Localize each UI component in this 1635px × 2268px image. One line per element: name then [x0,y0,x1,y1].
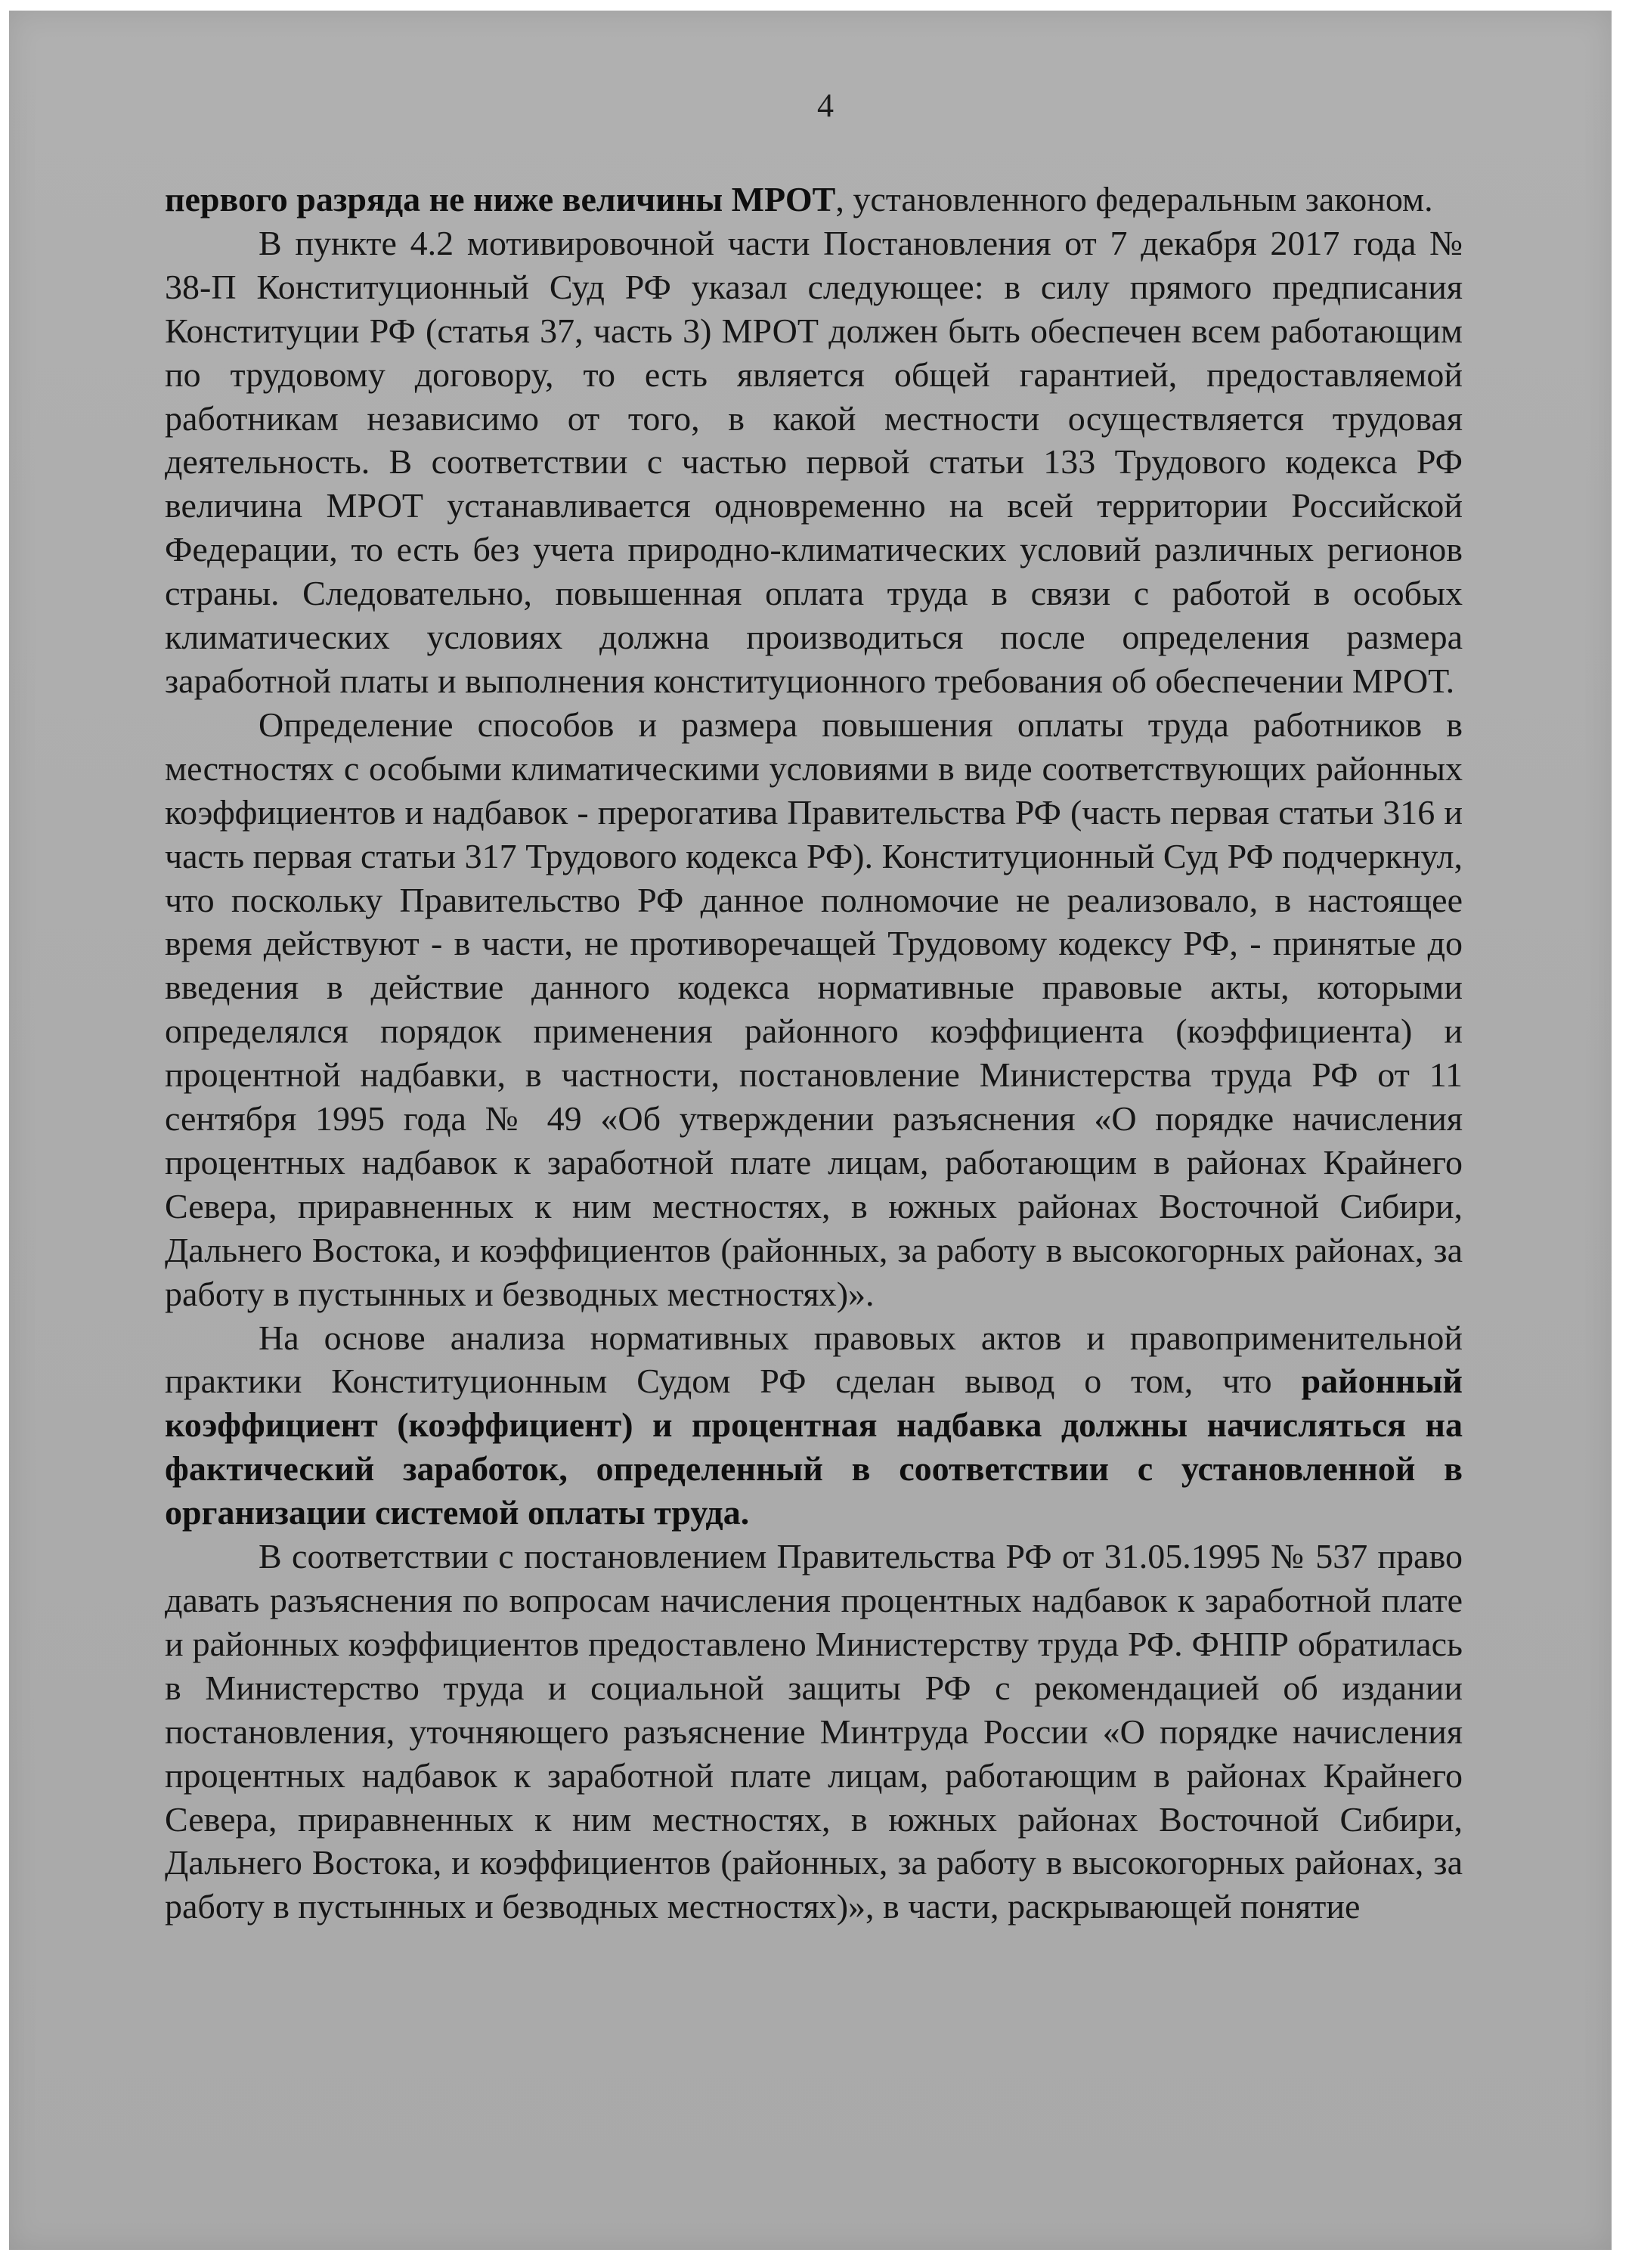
page-number: 4 [817,87,834,124]
paragraph-continuation [165,178,1463,222]
bold-phrase-mrot: первого разряда не ниже величины МРОТ [165,180,836,218]
document-body [165,178,1463,1929]
paragraph-government-decree-537: В соответствии с постановлением Правительства РФ от 31.05.1995 № 537 право давать разъяснения по вопросам начисления процентных надбавок к заработной плате и районных коэффициентов предоставлено Министерству труда РФ. ФНПР обратилась в Министерство труда и социальной защиты РФ с рекомендацией об издании постановления, уточняющего разъяснение Минтруда России «О порядке начисления процентных надбавок к заработной плате лицам, работающим в районах Крайнего Севера, приравненных к ним местностях, в южных районах Восточной Сибири, Дальнего Востока, и коэффициентов (районных, за работу в высокогорных районах, за работу в пустынных и безводных местностях)», в части, раскрывающей понятие [165,1537,1463,1926]
paragraph-text: На основе анализа нормативных правовых актов и правоприменительной практики Конституционным Судом РФ сделан вывод о том, что [165,1318,1463,1401]
paragraph-text: , установленного федеральным законом. [835,180,1433,218]
paragraph-court-conclusion [165,1316,1463,1535]
paragraph-regional-coefficients: Определение способов и размера повышения оплаты труда работников в местностях с особыми климатическими условиями в виде соответствующих районных коэффициентов и надбавок - прерогатива Правительства РФ (часть первая статьи 316 и часть первая статьи 317 Трудового кодекса РФ). Конституционный Суд РФ подчеркнул, что поскольку Правительство РФ данное полномочие не реализовало, в настоящее время действуют - в части, не противоречащей Трудовому кодексу РФ, - принятые до введения в действие данного кодекса нормативные правовые акты, которыми определялся порядок применения районного коэффициента (коэффициента) и процентной надбавки, в частности, постановление Министерства труда РФ от 11 сентября 1995 года № 49 «Об утверждении разъяснения «О порядке начисления процентных надбавок к заработной плате лицам, работающим в районах Крайнего Севера, приравненных к ним местностях, в южных районах Восточной Сибири, Дальнего Востока, и коэффициентов (районных, за работу в высокогорных районах, за работу в пустынных и безводных местностях)». [165,705,1463,1313]
paper-sheet [9,11,1612,2250]
bold-conclusion: районный коэффициент (коэффициент) и процентная надбавка должны начисляться на фактический заработок, определенный в соответствии с установленной в организации системой оплаты труда. [165,1362,1463,1532]
paragraph-constitutional-court-4-2: В пункте 4.2 мотивировочной части Постановления от 7 декабря 2017 года № 38-П Конституционный Суд РФ указал следующее: в силу прямого предписания Конституции РФ (статья 37, часть 3) МРОТ должен быть обеспечен всем работающим по трудовому договору, то есть является общей гарантией, предоставляемой работникам независимо от того, в какой местности осуществляется трудовая деятельность. В соответствии с частью первой статьи 133 Трудового кодекса РФ величина МРОТ устанавливается одновременно на всей территории Российской Федерации, то есть без учета природно-климатических условий различных регионов страны. Следовательно, повышенная оплата труда в связи с работой в особых климатических условиях должна производиться после определения размера заработной платы и выполнения конституционного требования об обеспечении МРОТ. [165,223,1463,700]
